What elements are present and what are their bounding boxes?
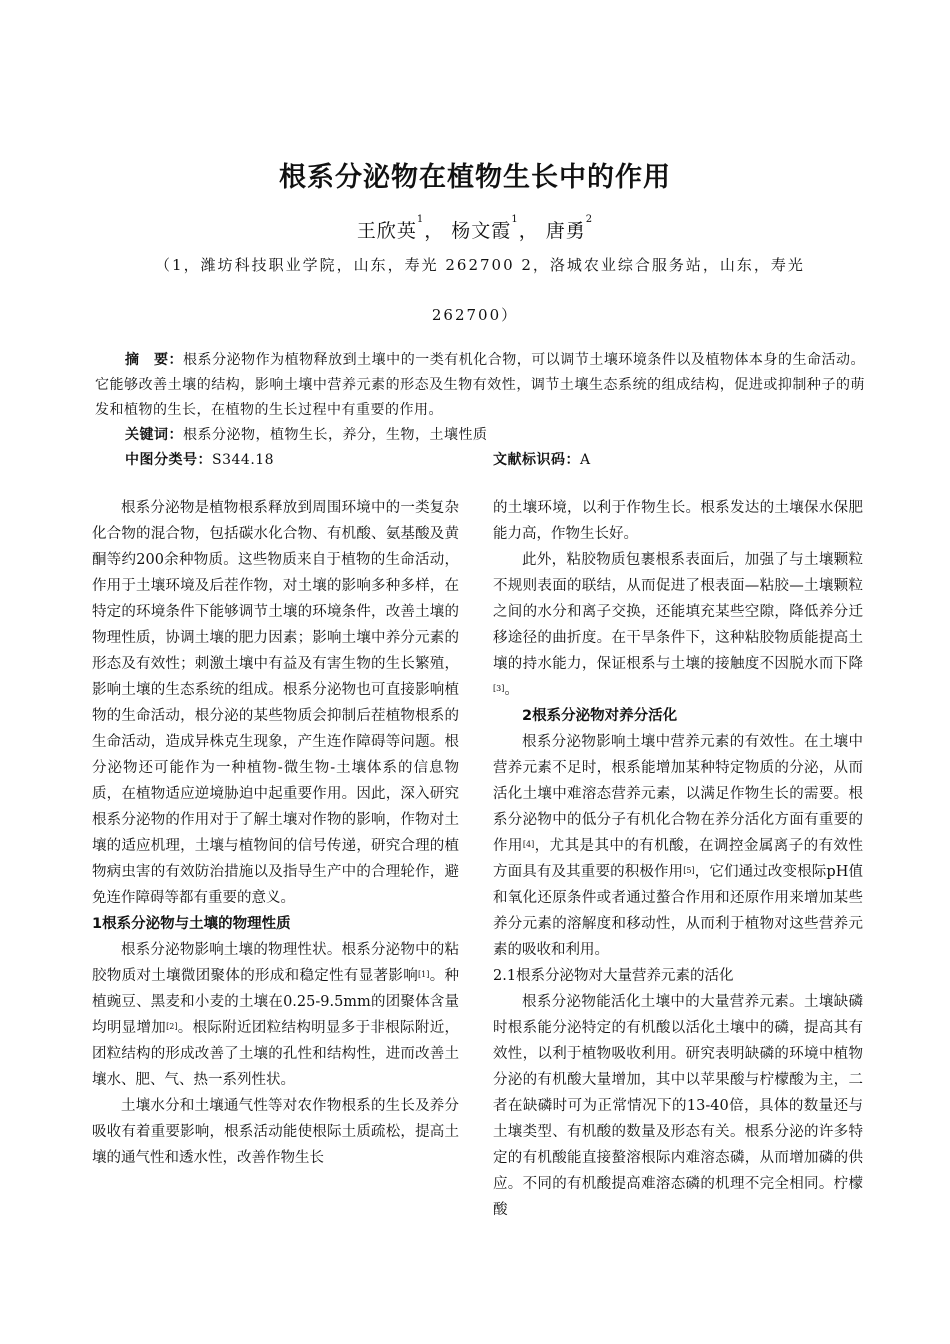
paper-title: 根系分泌物在植物生长中的作用 — [279, 162, 671, 193]
doc-value: A — [580, 452, 591, 468]
body-paragraph: 的土壤环境，以利于作物生长。根系发达的土壤保水保肥能力高，作物生长好。 — [493, 500, 863, 542]
section-heading: 2根系分泌物对养分活化 — [522, 708, 678, 724]
citation-ref: [1] — [418, 970, 430, 979]
abstract — [95, 348, 865, 423]
author-affil-mark: 2 — [585, 214, 594, 225]
paragraph-text: ，它们通过改变根际pH值和氧化还原条件或者通过螯合作用和还原作用来增加某些养分元素的溶解度和移动性，从而利于植物对这些营养元素的吸收和利用。 — [493, 864, 863, 958]
body-paragraph — [493, 729, 863, 963]
citation-ref: [2] — [166, 1022, 178, 1031]
author-separator: ， — [518, 220, 539, 242]
document-code — [493, 448, 591, 473]
body-paragraph — [92, 937, 459, 1093]
citation-ref: [3] — [493, 684, 505, 693]
keywords-label: 关键词： — [125, 427, 183, 443]
body-paragraph: 土壤水分和土壤通气性等对农作物根系的生长及养分吸收有着重要影响，根系活动能使根际土质疏松，提高土壤的通气性和透水性，改善作物生长 — [92, 1098, 459, 1166]
paragraph-text: 。根际附近团粒结构明显多于非根际附近，团粒结构的形成改善了土壤的孔性和结构性，进而改善土壤水、肥、气、热一系列性状。 — [92, 1020, 460, 1088]
paragraph-text: 。 — [504, 682, 519, 698]
clc-label: 中图分类号： — [125, 452, 212, 468]
abstract-text: 根系分泌物作为植物释放到土壤中的一类有机化合物，可以调节土壤环境条件以及植物体本身的生命活动。它能够改善土壤的结构，影响土壤中营养元素的形态及生物有效性，调节土壤生态系统的组成结构，促进或抑制种子的萌发和植物的生长，在植物的生长过程中有重要的作用。 — [95, 352, 866, 418]
keywords-text: 根系分泌物，植物生长，养分，生物，土壤性质 — [183, 427, 488, 443]
subsection-heading: 2.1根系分泌物对大量营养元素的活化 — [493, 968, 734, 984]
author-separator: ， — [424, 220, 445, 242]
author-affil-mark: 1 — [416, 214, 425, 225]
section-heading: 1根系分泌物与土壤的物理性质 — [92, 916, 291, 932]
author-affil-mark: 1 — [511, 214, 519, 225]
body-paragraph: 根系分泌物是植物根系释放到周围环境中的一类复杂化合物的混合物，包括碳水化合物、有机酸、氨基酸及黄酮等约200余种物质。这些物质来自于植物的生命活动，作用于土壤环境及后茬作物，对土壤的影响多种多样，在特定的环境条件下能够调节土壤的环境条件，改善土壤的物理性质，协调土壤的肥力因素；影响土壤中养分元素的形态及有效性；刺激土壤中有益及有害生物的生长繁殖，影响土壤的生态系统的组成。根系分泌物也可直接影响植物的生命活动，根分泌的某些物质会抑制后茬植物根系的生命活动，造成异株克生现象，产生连作障碍等问题。根分泌物还可能作为一种植物-微生物-土壤体系的信息物质，在植物适应逆境胁迫中起重要作用。因此，深入研究根系分泌物的作用对于了解土壤对作物的影响，作物对土壤的适应机理，土壤与植物间的信号传递，研究合理的植物病虫害的有效防治措施以及指导生产中的合理轮作，避免连作障碍等都有重要的意义。 — [92, 500, 459, 906]
doc-label: 文献标识码： — [493, 452, 580, 468]
citation-ref: [5] — [683, 866, 695, 875]
clc-number — [125, 448, 274, 473]
author-name: 杨文霞 — [451, 220, 512, 242]
paragraph-text: 此外，粘胶物质包裹根系表面后，加强了与土壤颗粒不规则表面的联结，从而促进了根表面—粘胶—土壤颗粒之间的水分和离子交换，还能填充某些空隙，降低养分迁移途径的曲折度。在干旱条件下，这种粘胶物质能提高土壤的持水能力，保证根系与土壤的接触度不因脱水而下降 — [493, 552, 863, 672]
abstract-label: 摘 要： — [125, 352, 184, 368]
author-name: 王欣英 — [356, 220, 417, 242]
authors-line — [0, 216, 950, 243]
paragraph-text: ，尤其是其中的有机酸，在调控金属离子的有效性方面具有及其重要的积极作用 — [493, 838, 864, 880]
body-paragraph — [493, 547, 863, 703]
paragraph-text: 根系分泌物影响土壤的物理性状。根系分泌物中的粘胶物质对土壤微团聚体的形成和稳定性有显著影响 — [92, 942, 459, 984]
author-name: 唐勇 — [545, 220, 586, 242]
left-column — [92, 495, 459, 1171]
keywords — [125, 423, 488, 448]
body-paragraph: 根系分泌物能活化土壤中的大量营养元素。土壤缺磷时根系能分泌特定的有机酸以活化土壤中的磷，提高其有效性，以利于植物吸收利用。研究表明缺磷的环境中植物分泌的有机酸大量增加，其中以苹果酸与柠檬酸为主，二者在缺磷时可为正常情况下的13-40倍，具体的数量还与土壤类型、有机酸的数量及形态有关。根系分泌的许多特定的有机酸能直接螯溶根际内难溶态磷，从而增加磷的供应。不同的有机酸提高难溶态磷的机理不完全相同。柠檬酸 — [493, 994, 863, 1218]
paragraph-text: 根系分泌物影响土壤中营养元素的有效性。在土壤中营养元素不足时，根系能增加某种特定物质的分泌，从而活化土壤中难溶态营养元素，以满足作物生长的需要。根系分泌物中的低分子有机化合物在养分活化方面有重要的作用 — [493, 734, 863, 854]
affiliation-line-2: 262700） — [431, 306, 519, 324]
paragraph-text: 。种植豌豆、黑麦和小麦的土壤在0.25-9.5mm的团聚体含量均明显增加 — [92, 968, 460, 1036]
clc-value: S344.18 — [212, 452, 275, 468]
right-column — [493, 495, 863, 1223]
affiliation-line-1: （1，潍坊科技职业学院，山东，寿光 262700 2，洛城农业综合服务站，山东，寿光 — [155, 256, 805, 274]
citation-ref: [4] — [522, 840, 535, 849]
